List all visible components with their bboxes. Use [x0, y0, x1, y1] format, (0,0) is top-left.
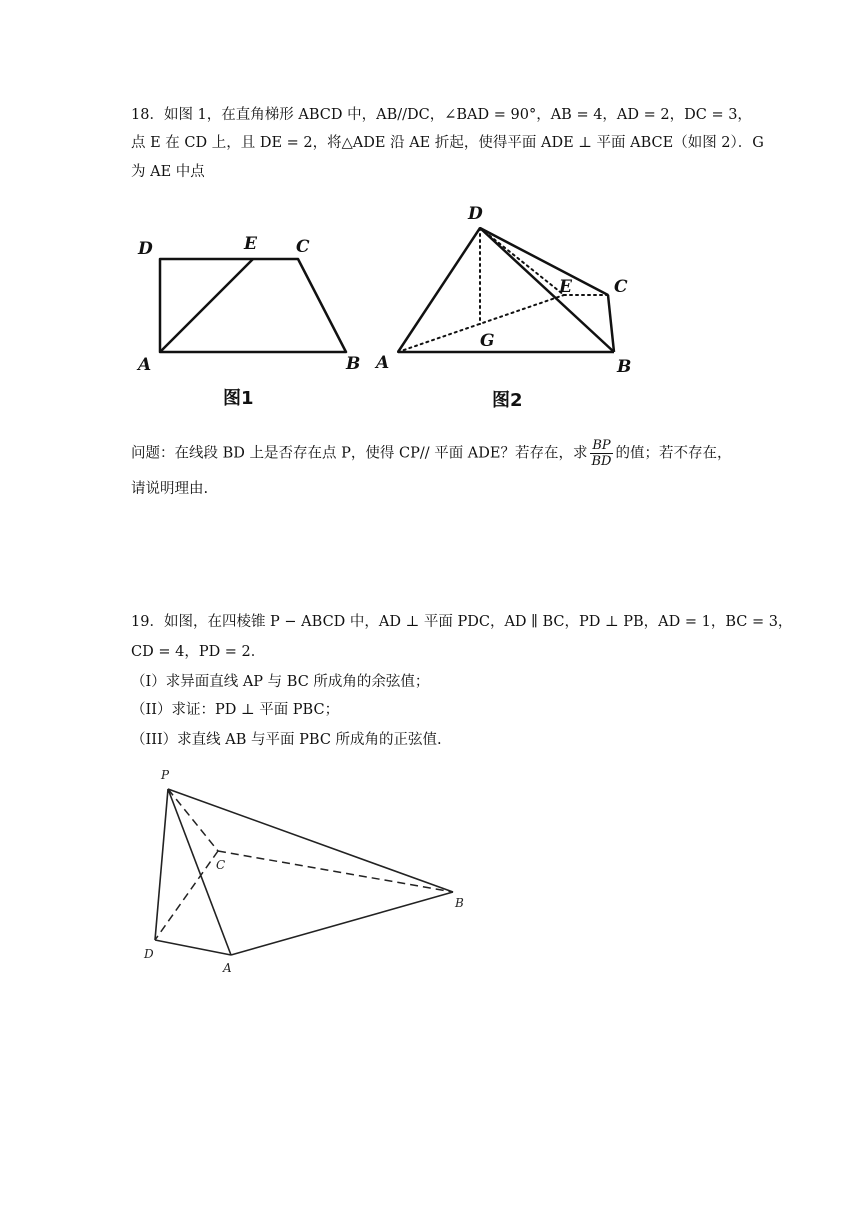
fig2-label-b: B	[617, 357, 632, 377]
q19-part-3: （III）求直线 AB 与平面 PBC 所成角的正弦值.	[131, 732, 442, 748]
q18-question-line-2: 请说明理由.	[131, 481, 209, 497]
ratio-numerator: BP	[590, 438, 614, 454]
q18-line-2: 点 E 在 CD 上，且 DE = 2，将△ADE 沿 AE 折起，使得平面 ADE ⊥ 平面 ABCE（如图 2）．G	[131, 135, 764, 151]
figure-2	[370, 200, 650, 415]
q19-line-1: 19．如图，在四棱锥 P − ABCD 中，AD ⊥ 平面 PDC，AD ∥ BC，PD ⊥ PB，AD = 1，BC = 3，	[131, 614, 793, 630]
fig1-label-c: C	[296, 237, 310, 257]
fig1-label-b: B	[346, 354, 361, 374]
fig2-label-c: C	[614, 277, 628, 297]
fig1-label-a: A	[138, 355, 152, 375]
fig1-label-d: D	[138, 239, 153, 259]
pyramid-label-b: B	[455, 896, 464, 910]
fig2-label-g: G	[480, 331, 495, 351]
q18-question	[131, 438, 731, 469]
pyramid-label-c: C	[216, 858, 226, 872]
ratio-bp-bd	[590, 438, 614, 469]
q18-line-3: 为 AE 中点	[131, 164, 205, 180]
fig1-label-e: E	[244, 234, 257, 254]
pyramid-label-d: D	[144, 947, 154, 961]
figure-2-solid-edges	[398, 228, 614, 352]
q18-question-pre: 问题：在线段 BD 上是否存在点 P，使得 CP// 平面 ADE？若存在，求	[131, 445, 588, 462]
q19-line-2: CD = 4，PD = 2．	[131, 644, 266, 660]
figure-2-dotted-edges	[398, 228, 608, 352]
pyramid-figure	[135, 762, 475, 982]
fig1-caption: 图1	[223, 388, 254, 409]
ratio-denominator: BD	[591, 454, 612, 469]
pyramid-solid-edges	[155, 789, 453, 955]
pyramid-hidden-edges	[155, 789, 453, 940]
fig2-label-d: D	[468, 204, 483, 224]
figure-1	[130, 228, 370, 413]
q18-question-post: 的值；若不存在，	[615, 445, 732, 462]
fig2-caption: 图2	[492, 390, 523, 411]
pyramid-label-p: P	[161, 768, 170, 782]
fig2-label-a: A	[376, 353, 390, 373]
pyramid-label-a: A	[223, 961, 232, 975]
q18-line-1: 18．如图 1，在直角梯形 ABCD 中，AB//DC，∠BAD = 90°，AB = 4，AD = 2，DC = 3，	[131, 107, 752, 123]
q19-part-1: （I）求异面直线 AP 与 BC 所成角的余弦值；	[131, 674, 430, 690]
q19-part-2: （II）求证：PD ⊥ 平面 PBC；	[131, 702, 340, 718]
figure-1-trapezoid	[160, 259, 346, 352]
fig2-label-e: E	[559, 277, 572, 297]
